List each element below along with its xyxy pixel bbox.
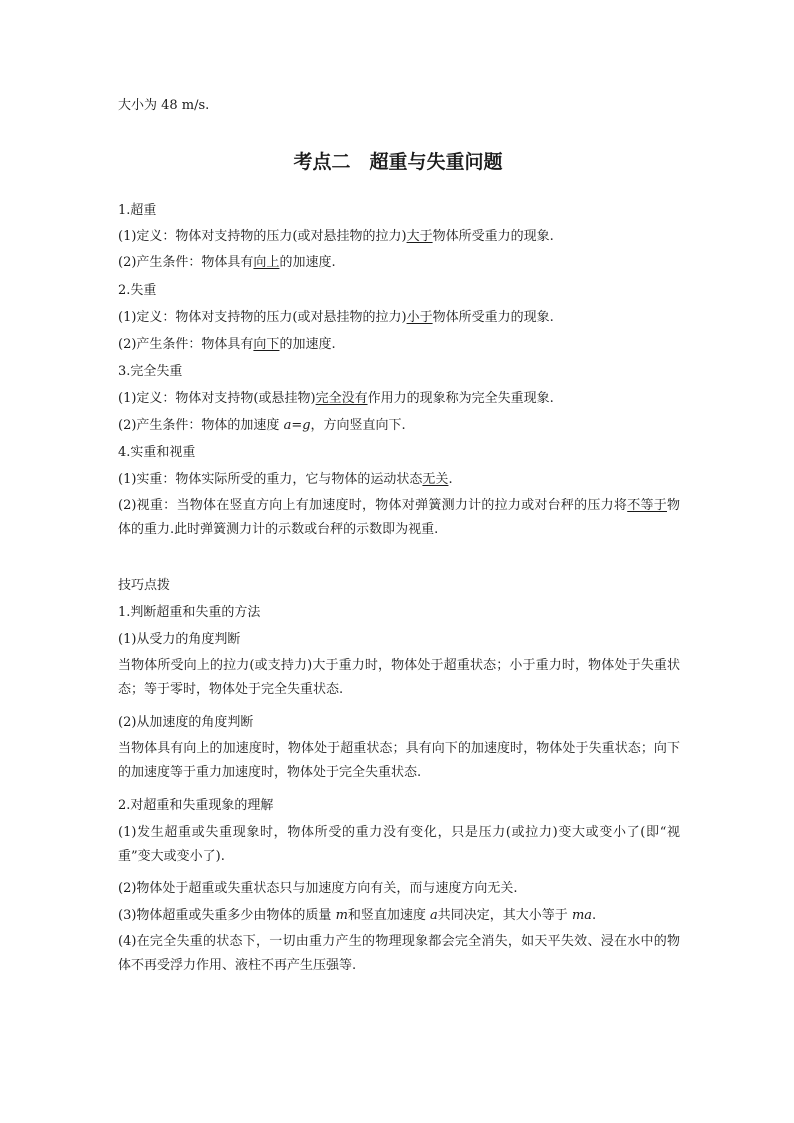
tip2-item4: (4)在完全失重的状态下，一切由重力产生的物理现象都会完全消失，如天平失效、浸在水中的物体不再受浮力作用、液柱不再产生压强等. <box>118 934 680 973</box>
text-segment: 物体的重力.此时弹簧测力计的示数或台秤的示数即为视重. <box>118 498 680 537</box>
underlined-answer: 向上 <box>253 255 280 270</box>
overweight-condition <box>118 254 336 272</box>
continued-text: 大小为 48 m/s. <box>118 98 210 113</box>
text-segment: (1)实重：物体实际所受的重力，它与物体的运动状态 <box>118 472 423 487</box>
real-weight-definition <box>118 471 453 489</box>
heading-complete-weightlessness: 3.完全失重 <box>118 364 183 379</box>
tip1b-heading: (2)从加速度的角度判断 <box>118 715 254 730</box>
tip2-item2: (2)物体处于超重或失重状态只与加速度方向有关，而与速度方向无关. <box>118 881 518 896</box>
text-segment: (2)产生条件：物体具有 <box>118 255 254 270</box>
text-segment: 的加速度. <box>279 255 336 270</box>
text-segment: (2)产生条件：物体具有 <box>118 337 254 352</box>
tip2-item1: (1)发生超重或失重现象时，物体所受的重力没有变化，只是压力(或拉力)变大或变小了(即“视重”变大或变小了). <box>118 825 680 864</box>
underlined-answer: 大于 <box>406 229 433 244</box>
formula: m <box>335 908 348 923</box>
complete-weightlessness-definition <box>118 390 554 408</box>
text-segment: . <box>448 472 453 487</box>
weightlessness-definition <box>118 309 554 327</box>
tip1a-heading: (1)从受力的角度判断 <box>118 632 241 647</box>
text-segment: 和竖直加速度 <box>347 908 431 923</box>
formula: a <box>430 908 438 923</box>
tip1a-text: 当物体所受向上的拉力(或支持力)大于重力时，物体处于超重状态；小于重力时，物体处于失重状态；等于零时，物体处于完全失重状态. <box>118 658 680 697</box>
text-segment: (1)定义：物体对支持物(或悬挂物) <box>118 391 316 406</box>
heading-real-apparent-weight: 4.实重和视重 <box>118 445 196 460</box>
tips-heading: 技巧点拨 <box>118 578 171 593</box>
underlined-answer: 完全没有 <box>315 391 368 406</box>
text-segment: 共同决定，其大小等于 <box>437 908 572 923</box>
text-segment: 物体所受重力的现象. <box>432 229 554 244</box>
text-segment: (3)物体超重或失重多少由物体的质量 <box>118 908 336 923</box>
text-segment: 的加速度. <box>279 337 336 352</box>
tip1b-text: 当物体具有向上的加速度时，物体处于超重状态；具有向下的加速度时，物体处于失重状态；向下的加速度等于重力加速度时，物体处于完全失重状态. <box>118 741 680 780</box>
tip1-heading: 1.判断超重和失重的方法 <box>118 605 261 620</box>
text-segment: (1)定义：物体对支持物的压力(或对悬挂物的拉力) <box>118 229 407 244</box>
text-segment: 作用力的现象称为完全失重现象. <box>367 391 554 406</box>
overweight-definition <box>118 228 554 246</box>
underlined-answer: 小于 <box>406 310 433 325</box>
formula: a=g <box>283 418 311 433</box>
heading-weightlessness: 2.失重 <box>118 283 157 298</box>
underlined-answer: 向下 <box>253 337 280 352</box>
text-segment: . <box>592 908 597 923</box>
text-segment: (2)视重：当物体在竖直方向上有加速度时，物体对弹簧测力计的拉力或对台秤的压力将 <box>118 498 628 513</box>
section-title: 考点二 超重与失重问题 <box>293 151 503 173</box>
underlined-answer: 不等于 <box>627 498 667 513</box>
tip2-item3 <box>118 907 596 925</box>
apparent-weight-definition <box>118 494 680 542</box>
text-segment: 物体所受重力的现象. <box>432 310 554 325</box>
complete-weightlessness-condition <box>118 417 406 435</box>
text-segment: (2)产生条件：物体的加速度 <box>118 418 284 433</box>
formula: ma <box>571 908 593 923</box>
weightlessness-condition <box>118 336 336 354</box>
tip2-heading: 2.对超重和失重现象的理解 <box>118 798 274 813</box>
text-segment: (1)定义：物体对支持物的压力(或对悬挂物的拉力) <box>118 310 407 325</box>
text-segment: ，方向竖直向下. <box>310 418 406 433</box>
underlined-answer: 无关 <box>422 472 449 487</box>
heading-overweight: 1.超重 <box>118 203 157 218</box>
